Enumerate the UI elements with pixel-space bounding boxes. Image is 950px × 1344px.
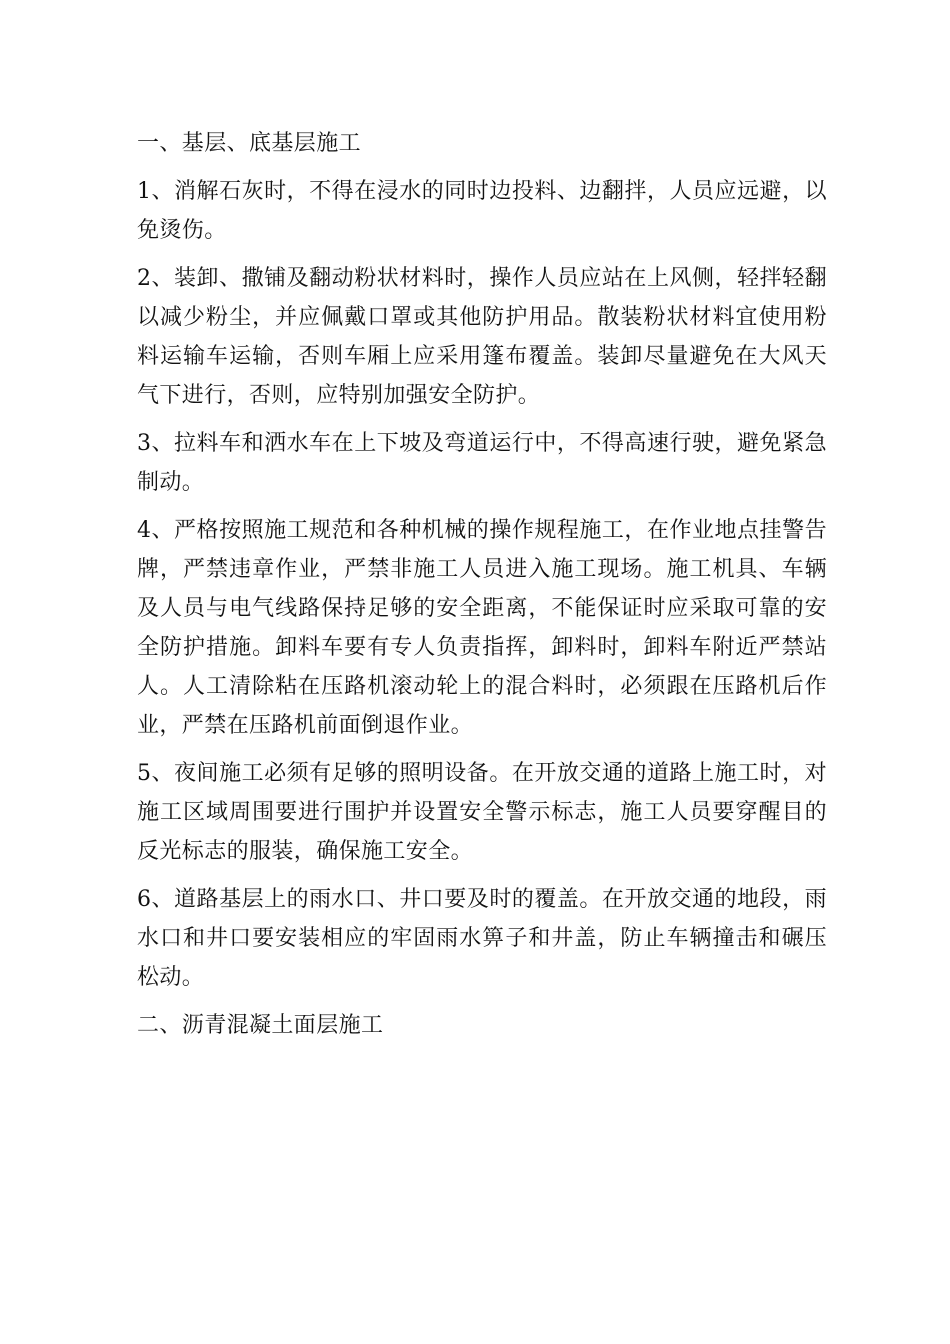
paragraph-item-1: 1、消解石灰时，不得在浸水的同时边投料、边翻拌，人员应远避，以免烫伤。 xyxy=(137,179,827,243)
paragraph-item-4: 4、严格按照施工规范和各种机械的操作规程施工，在作业地点挂警告牌，严禁违章作业，严禁非施工人员进入施工现场。施工机具、车辆及人员与电气线路保持足够的安全距离，不能保证时应采取可靠的安全防护措施。卸料车要有专人负责指挥，卸料时，卸料车附近严禁站人。人工清除粘在压路机滚动轮上的混合料时，必须跟在压路机后作业，严禁在压路机前面倒退作业。 xyxy=(137,518,827,738)
paragraph-item-6: 6、道路基层上的雨水口、井口要及时的覆盖。在开放交通的地段，雨水口和井口要安装相应的牢固雨水箅子和井盖，防止车辆撞击和碾压松动。 xyxy=(137,887,827,990)
paragraph-item-2: 2、装卸、撒铺及翻动粉状材料时，操作人员应站在上风侧，轻拌轻翻以减少粉尘，并应佩戴口罩或其他防护用品。散装粉状材料宜使用粉料运输车运输，否则车厢上应采用篷布覆盖。装卸尽量避免在大风天气下进行，否则，应特别加强安全防护。 xyxy=(137,266,827,408)
section-heading-base-layer: 一、基层、底基层施工 xyxy=(137,131,362,156)
section-heading-asphalt-layer: 二、沥青混凝土面层施工 xyxy=(137,1013,384,1038)
document-body xyxy=(137,124,827,1054)
paragraph-item-5: 5、夜间施工必须有足够的照明设备。在开放交通的道路上施工时，对施工区域周围要进行围护并设置安全警示标志，施工人员要穿醒目的反光标志的服装，确保施工安全。 xyxy=(137,761,827,864)
paragraph-item-3: 3、拉料车和洒水车在上下坡及弯道运行中，不得高速行驶，避免紧急制动。 xyxy=(137,431,827,495)
